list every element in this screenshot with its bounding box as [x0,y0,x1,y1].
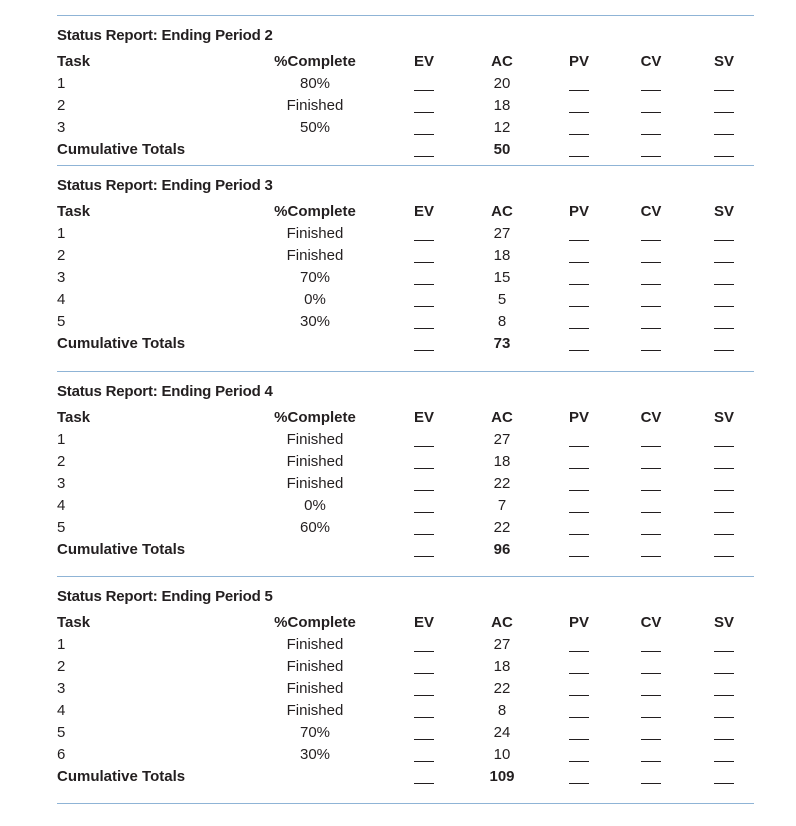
column-header-ac: AC [491,203,513,220]
column-header-ac: AC [491,409,513,426]
blank-line [414,328,434,329]
blank-line [414,306,434,307]
blank-line [714,739,734,740]
task-number: 1 [57,431,66,448]
status-section [57,15,754,165]
blank-line [714,490,734,491]
blank-line [569,112,589,113]
blank-line [641,262,661,263]
blank-line [641,156,661,157]
section-title: Status Report: Ending Period 2 [57,27,273,44]
blank-line [569,761,589,762]
percent-complete: Finished [286,247,344,264]
table-row [57,517,754,539]
blank-line [641,90,661,91]
blank-line [641,306,661,307]
blank-line [714,240,734,241]
actual-cost: 22 [493,519,511,536]
table-row [57,73,754,95]
table-row [57,678,754,700]
blank-line [714,468,734,469]
blank-line [414,673,434,674]
actual-cost: 5 [497,291,507,308]
blank-line [641,651,661,652]
blank-line [569,512,589,513]
blank-line [414,284,434,285]
blank-line [714,673,734,674]
blank-line [641,446,661,447]
total-actual-cost: 50 [493,141,511,158]
actual-cost: 7 [497,497,507,514]
table-row [57,495,754,517]
column-header-cv: CV [640,614,662,631]
cumulative-totals-row [57,539,754,561]
actual-cost: 10 [493,746,511,763]
blank-line [714,328,734,329]
actual-cost: 27 [493,431,511,448]
table-row [57,267,754,289]
blank-line [414,512,434,513]
percent-complete: Finished [286,475,344,492]
column-header-ev: EV [413,53,434,70]
blank-line [414,134,434,135]
blank-line [414,90,434,91]
blank-line [714,534,734,535]
blank-line [714,134,734,135]
task-number: 6 [57,746,66,763]
percent-complete: Finished [286,97,344,114]
blank-line [569,134,589,135]
blank-line [414,490,434,491]
blank-line [414,783,434,784]
blank-line [414,350,434,351]
cumulative-totals-label: Cumulative Totals [57,335,186,352]
blank-line [569,446,589,447]
percent-complete: 80% [299,75,331,92]
actual-cost: 18 [493,658,511,675]
table-row [57,95,754,117]
total-actual-cost: 96 [493,541,511,558]
blank-line [641,112,661,113]
blank-line [641,695,661,696]
column-header-pv: PV [568,409,589,426]
blank-line [714,695,734,696]
column-header-sv: SV [713,614,734,631]
blank-line [414,262,434,263]
actual-cost: 8 [497,702,507,719]
column-header-ac: AC [491,614,513,631]
blank-line [569,673,589,674]
blank-line [569,717,589,718]
table-row [57,223,754,245]
blank-line [569,695,589,696]
cumulative-totals-label: Cumulative Totals [57,541,186,558]
cumulative-totals-label: Cumulative Totals [57,768,186,785]
blank-line [714,556,734,557]
blank-line [414,156,434,157]
percent-complete: 70% [299,269,331,286]
percent-complete: 50% [299,119,331,136]
actual-cost: 18 [493,247,511,264]
percent-complete: Finished [286,702,344,719]
percent-complete: Finished [286,636,344,653]
column-header-task: Task [57,203,91,220]
task-number: 3 [57,475,66,492]
blank-line [641,240,661,241]
actual-cost: 18 [493,97,511,114]
column-header-cv: CV [640,53,662,70]
blank-line [714,350,734,351]
percent-complete: Finished [286,225,344,242]
blank-line [569,739,589,740]
column-header-ev: EV [413,409,434,426]
table-header [57,407,754,429]
column-header-task: Task [57,409,91,426]
blank-line [569,284,589,285]
task-number: 4 [57,291,66,308]
blank-line [569,262,589,263]
task-number: 1 [57,225,66,242]
column-header-pct: %Complete [274,53,356,70]
actual-cost: 18 [493,453,511,470]
table-row [57,429,754,451]
blank-line [714,446,734,447]
actual-cost: 27 [493,636,511,653]
blank-line [641,717,661,718]
blank-line [569,156,589,157]
status-section [57,165,754,371]
blank-line [569,490,589,491]
blank-line [641,534,661,535]
column-header-ev: EV [413,203,434,220]
blank-line [714,717,734,718]
table-header [57,612,754,634]
column-header-pct: %Complete [274,409,356,426]
blank-line [641,328,661,329]
task-number: 4 [57,497,66,514]
section-title: Status Report: Ending Period 3 [57,177,273,194]
column-header-task: Task [57,614,91,631]
column-header-cv: CV [640,409,662,426]
table-row [57,634,754,656]
blank-line [414,446,434,447]
column-header-sv: SV [713,53,734,70]
blank-line [641,468,661,469]
blank-line [569,651,589,652]
status-section [57,576,754,804]
column-header-pct: %Complete [274,203,356,220]
task-number: 4 [57,702,66,719]
table-row [57,656,754,678]
blank-line [414,468,434,469]
blank-line [714,783,734,784]
percent-complete: Finished [286,658,344,675]
blank-line [569,534,589,535]
cumulative-totals-row [57,766,754,788]
percent-complete: 30% [299,746,331,763]
blank-line [569,306,589,307]
blank-line [569,468,589,469]
table-row [57,473,754,495]
blank-line [714,90,734,91]
blank-line [569,350,589,351]
table-row [57,289,754,311]
blank-line [641,350,661,351]
table-row [57,722,754,744]
total-actual-cost: 73 [493,335,511,352]
section-title: Status Report: Ending Period 4 [57,383,273,400]
cumulative-totals-row [57,139,754,161]
blank-line [414,761,434,762]
actual-cost: 8 [497,313,507,330]
column-header-task: Task [57,53,91,70]
blank-line [714,262,734,263]
percent-complete: 0% [304,291,326,308]
task-number: 2 [57,247,66,264]
blank-line [569,328,589,329]
blank-line [641,739,661,740]
task-number: 1 [57,75,66,92]
blank-line [641,512,661,513]
actual-cost: 24 [493,724,511,741]
blank-line [641,556,661,557]
table-header [57,51,754,73]
total-actual-cost: 109 [489,768,515,785]
section-title: Status Report: Ending Period 5 [57,588,273,605]
blank-line [569,240,589,241]
table-row [57,700,754,722]
table-row [57,245,754,267]
table-row [57,744,754,766]
blank-line [569,90,589,91]
task-number: 5 [57,724,66,741]
table-row [57,311,754,333]
table-row [57,451,754,473]
percent-complete: Finished [286,431,344,448]
blank-line [714,512,734,513]
task-number: 3 [57,680,66,697]
blank-line [714,112,734,113]
column-header-pv: PV [568,53,589,70]
blank-line [714,651,734,652]
blank-line [714,156,734,157]
percent-complete: 60% [299,519,331,536]
status-report-tables [57,15,754,804]
task-number: 2 [57,658,66,675]
percent-complete: 30% [299,313,331,330]
blank-line [414,695,434,696]
task-number: 1 [57,636,66,653]
column-header-pv: PV [568,614,589,631]
blank-line [641,134,661,135]
percent-complete: 70% [299,724,331,741]
blank-line [714,284,734,285]
cumulative-totals-row [57,333,754,355]
actual-cost: 27 [493,225,511,242]
actual-cost: 22 [493,475,511,492]
blank-line [641,783,661,784]
blank-line [641,284,661,285]
blank-line [714,306,734,307]
percent-complete: Finished [286,453,344,470]
blank-line [569,556,589,557]
cumulative-totals-label: Cumulative Totals [57,141,186,158]
actual-cost: 15 [493,269,511,286]
task-number: 2 [57,453,66,470]
blank-line [714,761,734,762]
task-number: 3 [57,269,66,286]
percent-complete: 0% [304,497,326,514]
actual-cost: 12 [493,119,511,136]
task-number: 5 [57,313,66,330]
task-number: 3 [57,119,66,136]
blank-line [569,783,589,784]
column-header-sv: SV [713,409,734,426]
blank-line [414,717,434,718]
actual-cost: 22 [493,680,511,697]
blank-line [414,534,434,535]
column-header-cv: CV [640,203,662,220]
blank-line [414,556,434,557]
table-row [57,117,754,139]
column-header-sv: SV [713,203,734,220]
column-header-pv: PV [568,203,589,220]
blank-line [414,739,434,740]
column-header-ac: AC [491,53,513,70]
blank-line [641,490,661,491]
status-section [57,371,754,576]
table-header [57,201,754,223]
column-header-ev: EV [413,614,434,631]
blank-line [414,112,434,113]
column-header-pct: %Complete [274,614,356,631]
task-number: 5 [57,519,66,536]
task-number: 2 [57,97,66,114]
blank-line [641,761,661,762]
blank-line [414,651,434,652]
blank-line [414,240,434,241]
percent-complete: Finished [286,680,344,697]
actual-cost: 20 [493,75,511,92]
blank-line [641,673,661,674]
